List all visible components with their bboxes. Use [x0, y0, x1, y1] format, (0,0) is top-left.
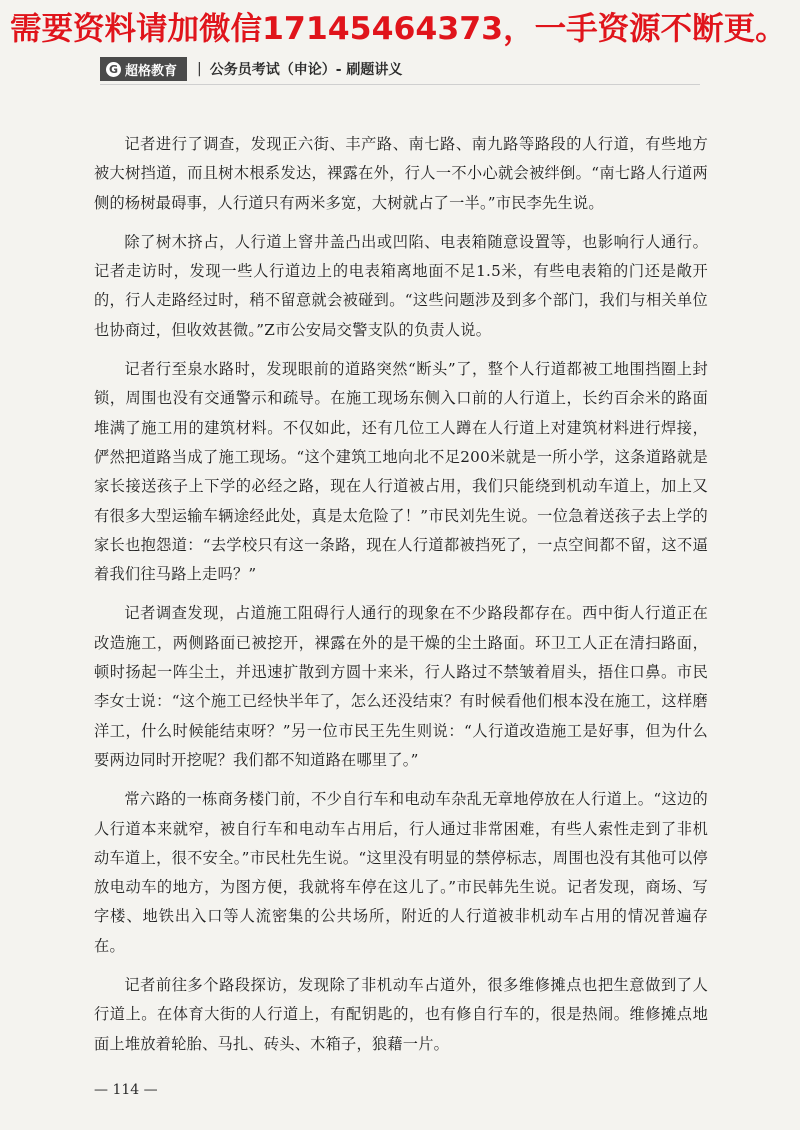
logo-icon: G	[106, 62, 121, 77]
page-header	[100, 57, 402, 81]
page-number: — 114 —	[94, 1082, 158, 1098]
paragraph: 记者前往多个路段探访，发现除了非机动车占道外，很多维修摊点也把生意做到了人行道上。在体育大街的人行道上，有配钥匙的，也有修自行车的，很是热闹。维修摊点地面上堆放着轮胎、马扎、砖头、木箱子，狼藉一片。	[94, 976, 708, 1053]
header-divider	[100, 84, 700, 85]
paragraph: 常六路的一栋商务楼门前，不少自行车和电动车杂乱无章地停放在人行道上。“这边的人行道本来就窄，被自行车和电动车占用后，行人通过非常困难，有些人索性走到了非机动车道上，很不安全。”市民杜先生说。“这里没有明显的禁停标志，周围也没有其他可以停放电动车的地方，为图方便，我就将车停在这儿了。”市民韩先生说。记者发现，商场、写字楼、地铁出入口等人流密集的公共场所，附近的人行道被非机动车占用的情况普遍存在。	[94, 790, 708, 955]
paragraph: 记者行至泉水路时，发现眼前的道路突然“断头”了，整个人行道都被工地围挡圈上封锁，周围也没有交通警示和疏导。在施工现场东侧入口前的人行道上，长约百余米的路面堆满了施工用的建筑材料。不仅如此，还有几位工人蹲在人行道上对建筑材料进行焊接，俨然把道路当成了施工现场。“这个建筑工地向北不足200米就是一所小学，这条道路就是家长接送孩子上下学的必经之路，现在人行道被占用，我们只能绕到机动车道上，加上又有很多大型运输车辆途经此处，真是太危险了！”市民刘先生说。一位急着送孩子去上学的家长也抱怨道：“去学校只有这一条路，现在人行道都被挡死了，一点空间都不留，这不逼着我们往马路上走吗？”	[94, 360, 708, 584]
header-separator: |	[197, 61, 202, 77]
article-body	[94, 130, 708, 1069]
logo-text: 超格教育	[125, 63, 178, 79]
paragraph: 除了树木挤占，人行道上窨井盖凸出或凹陷、电表箱随意设置等，也影响行人通行。记者走访时，发现一些人行道边上的电表箱离地面不足1.5米，有些电表箱的门还是敞开的，行人走路经过时，稍不留意就会被碰到。“这些问题涉及到多个部门，我们与相关单位也协商过，但收效甚微。”Z市公安局交警支队的负责人说。	[94, 232, 708, 339]
book-title: 公务员考试（申论）- 刷题讲义	[209, 62, 403, 78]
paragraph: 记者进行了调查，发现正六街、丰产路、南七路、南九路等路段的人行道，有些地方被大树挡道，而且树木根系发达，裸露在外，行人一不小心就会被绊倒。“南七路人行道两侧的杨树最碍事，人行道只有两米多宽，大树就占了一半。”市民李先生说。	[94, 135, 708, 212]
publisher-logo	[100, 57, 187, 81]
watermark-banner: 需要资料请加微信17145464373，一手资源不断更。	[10, 11, 787, 47]
paragraph: 记者调查发现，占道施工阻碍行人通行的现象在不少路段都存在。西中街人行道正在改造施工，两侧路面已被挖开，裸露在外的是干燥的尘土路面。环卫工人正在清扫路面，顿时扬起一阵尘土，并迅速扩散到方圆十来米，行人路过不禁皱着眉头，捂住口鼻。市民李女士说：“这个施工已经快半年了，怎么还没结束？有时候看他们根本没在施工，这样磨洋工，什么时候能结束呀？”另一位市民王先生则说：“人行道改造施工是好事，但为什么要两边同时开挖呢？我们都不知道路在哪里了。”	[94, 604, 708, 769]
